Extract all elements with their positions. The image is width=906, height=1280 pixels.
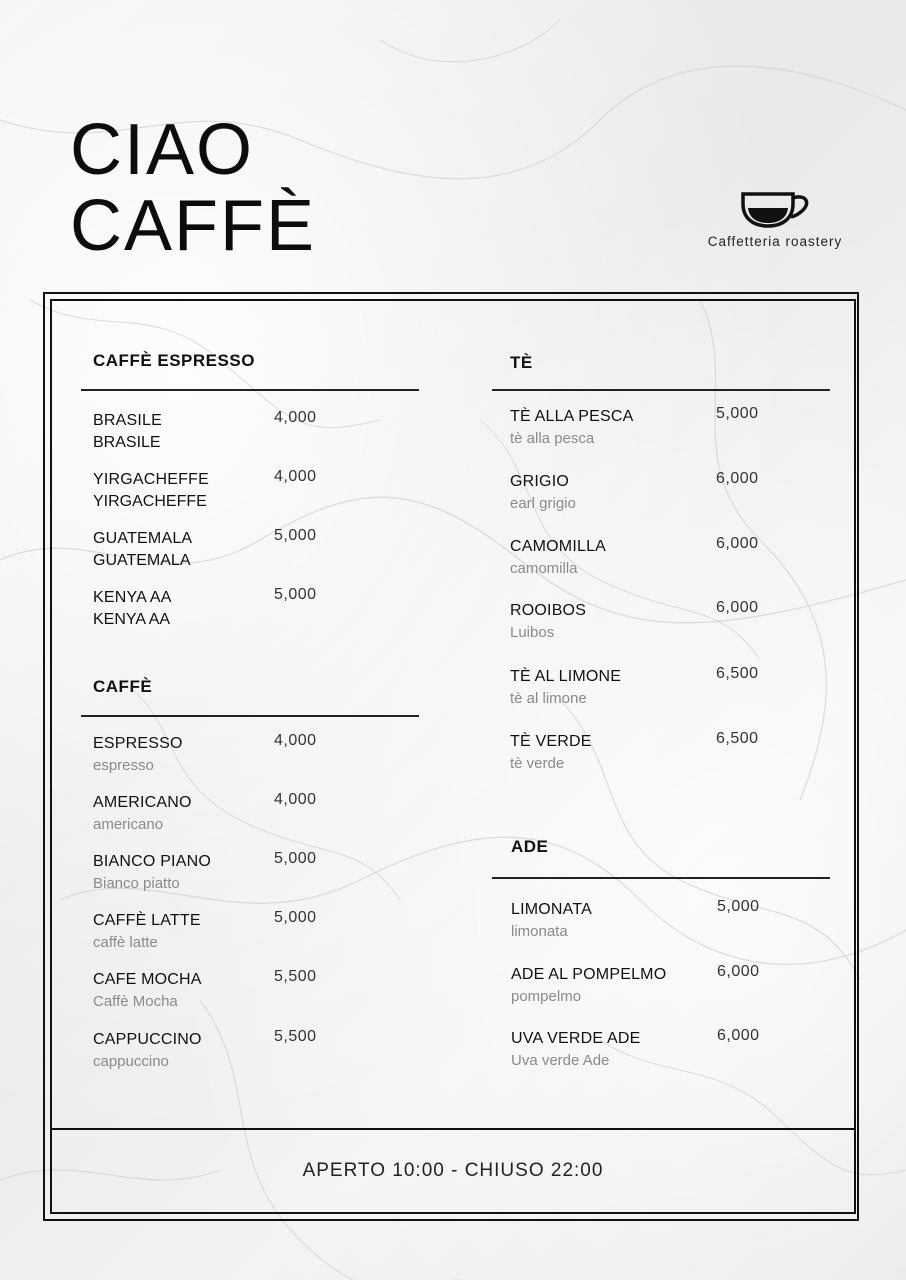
menu-item [511, 1027, 763, 1069]
menu-item [93, 468, 323, 511]
item-desc: BRASILE [93, 434, 161, 451]
item-name: CAPPUCCINO [93, 1031, 202, 1048]
item-price: 5,000 [274, 909, 317, 926]
menu-item [93, 791, 323, 833]
menu-item [93, 409, 323, 452]
item-price: 6,000 [717, 1027, 760, 1044]
title-line-1: CIAO [70, 110, 255, 190]
item-desc: Caffè Mocha [93, 993, 178, 1010]
item-name: ROOIBOS [510, 602, 587, 619]
item-name: TÈ AL LIMONE [510, 668, 622, 685]
item-price: 4,000 [274, 732, 317, 749]
item-price: 6,500 [716, 665, 759, 682]
menu-item [511, 898, 763, 940]
footer-divider [50, 1128, 856, 1130]
item-name: GRIGIO [510, 473, 569, 490]
item-price: 4,000 [274, 409, 317, 426]
section-rule-espresso [81, 389, 419, 391]
item-price: 6,000 [716, 599, 759, 616]
item-name: YIRGACHEFFE [93, 471, 209, 488]
menu-item [93, 732, 323, 774]
section-title-caffe: CAFFÈ [93, 677, 153, 696]
item-desc: tè verde [510, 755, 565, 772]
item-desc: pompelmo [511, 988, 582, 1005]
item-name: CAFE MOCHA [93, 971, 202, 988]
item-desc: tè al limone [510, 690, 587, 707]
item-desc: Bianco piatto [93, 875, 180, 892]
menu-item [93, 968, 323, 1010]
brand-tagline: Caffetteria roastery [707, 234, 843, 249]
item-name: TÈ ALLA PESCA [510, 408, 634, 425]
item-desc: camomilla [510, 560, 578, 577]
item-desc: earl grigio [510, 495, 576, 512]
page-title [70, 112, 316, 264]
item-price: 5,000 [717, 898, 760, 915]
item-desc: limonata [511, 923, 568, 940]
item-name: TÈ VERDE [510, 733, 592, 750]
item-name: UVA VERDE ADE [511, 1030, 641, 1047]
item-desc: GUATEMALA [93, 552, 191, 569]
item-name: CAFFÈ LATTE [93, 912, 201, 929]
item-price: 4,000 [274, 791, 317, 808]
menu-item [510, 665, 762, 707]
item-price: 5,500 [274, 1028, 317, 1045]
menu-item [510, 599, 762, 641]
menu-item [510, 535, 762, 577]
section-rule-ade [492, 877, 830, 879]
item-desc: americano [93, 816, 164, 833]
menu-item [510, 405, 762, 447]
item-name: LIMONATA [511, 901, 593, 918]
item-desc: espresso [93, 757, 154, 774]
coffee-cup-icon [739, 190, 811, 230]
item-name: ESPRESSO [93, 735, 183, 752]
title-line-2: CAFFÈ [70, 186, 317, 266]
menu-item [93, 909, 323, 951]
item-name: CAMOMILLA [510, 538, 607, 555]
item-price: 6,500 [716, 730, 759, 747]
section-rule-te [492, 389, 830, 391]
section-title-ade: ADE [511, 837, 549, 856]
item-price: 6,000 [716, 535, 759, 552]
item-price: 5,500 [274, 968, 317, 985]
item-desc: cappuccino [93, 1053, 169, 1070]
opening-hours: APERTO 10:00 - CHIUSO 22:00 [302, 1160, 604, 1181]
item-desc: tè alla pesca [510, 430, 595, 447]
item-desc: Luibos [510, 624, 555, 641]
item-desc: YIRGACHEFFE [93, 493, 207, 510]
item-desc: Uva verde Ade [511, 1052, 610, 1069]
section-title-te: TÈ [510, 353, 533, 372]
section-title-espresso: CAFFÈ ESPRESSO [93, 351, 255, 370]
item-desc: KENYA AA [93, 611, 171, 628]
menu-item [93, 527, 323, 570]
menu-item [510, 730, 762, 772]
item-name: GUATEMALA [93, 530, 193, 547]
menu-item [93, 586, 323, 629]
item-price: 5,000 [274, 850, 317, 867]
item-price: 5,000 [274, 586, 317, 603]
menu-item [93, 1028, 323, 1070]
brand-logo [690, 190, 860, 249]
item-price: 6,000 [717, 963, 760, 980]
menu-item [510, 470, 762, 512]
item-price: 4,000 [274, 468, 317, 485]
item-name: KENYA AA [93, 589, 172, 606]
item-name: AMERICANO [93, 794, 192, 811]
menu-item [93, 850, 323, 892]
menu-item [511, 963, 763, 1005]
item-desc: caffè latte [93, 934, 158, 951]
item-price: 5,000 [274, 527, 317, 544]
item-price: 6,000 [716, 470, 759, 487]
item-name: BIANCO PIANO [93, 853, 211, 870]
item-name: BRASILE [93, 412, 162, 429]
item-name: ADE AL POMPELMO [511, 966, 667, 983]
section-rule-caffe [81, 715, 419, 717]
item-price: 5,000 [716, 405, 759, 422]
